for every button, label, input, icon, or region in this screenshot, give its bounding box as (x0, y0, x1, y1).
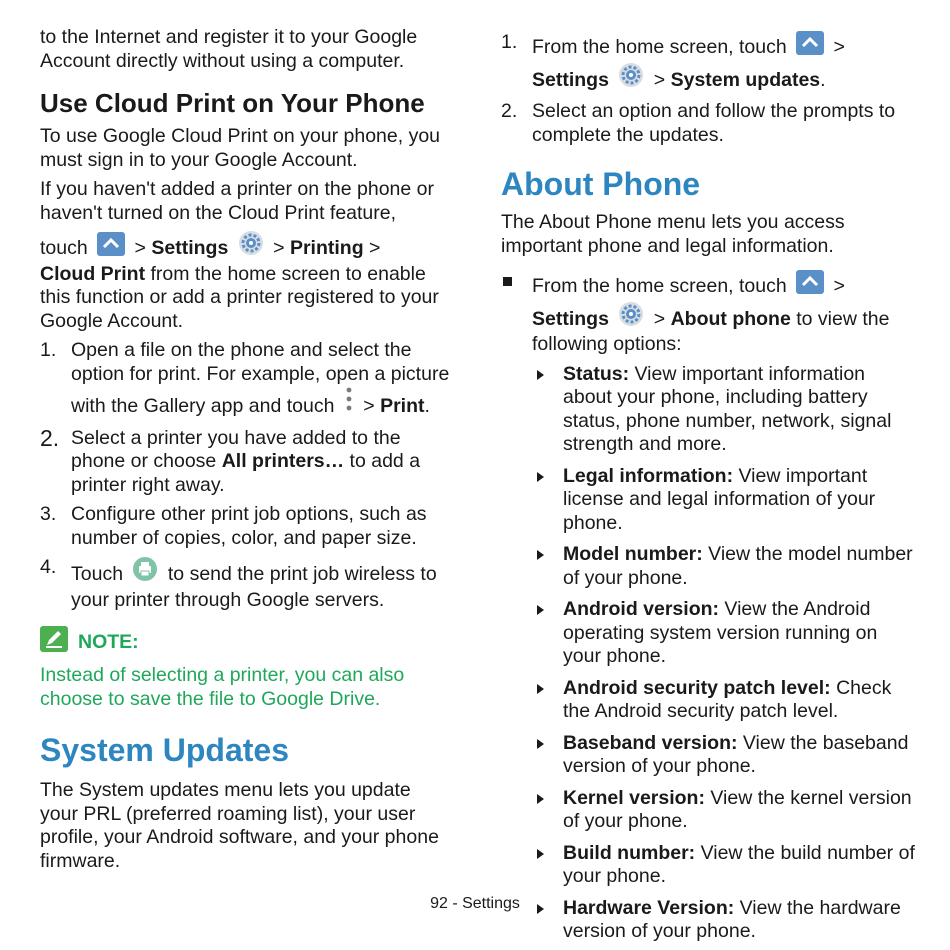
list-item: Build number: View the build number of your phone. (501, 842, 916, 889)
print-icon (132, 556, 158, 589)
pencil-icon (40, 626, 68, 658)
cloud-print-paragraph-2: If you haven't added a printer on the phone or haven't turned on the Cloud Print feature, (40, 178, 435, 224)
list-item: Android security patch level: Check the Android security patch level. (501, 677, 916, 724)
list-item: Android version: View the Android operating system version running on your phone. (501, 598, 916, 669)
more-vert-icon (344, 386, 354, 421)
about-phone-paragraph: The About Phone menu lets you access important phone and legal information. (501, 211, 845, 257)
right-column (501, 26, 916, 944)
system-updates-paragraph: The System updates menu lets you update your PRL (preferred roaming list), your user profile, your Android software, and your phone firmware. (40, 779, 439, 872)
chevron-up-icon (796, 270, 824, 301)
triangle-bullet-icon (537, 370, 544, 380)
gear-icon (238, 230, 264, 263)
triangle-bullet-icon (537, 794, 544, 804)
gear-icon (618, 301, 644, 334)
list-item: 2. Select a printer you have added to the phone or choose All printers… to add a printer right away. (40, 424, 421, 496)
list-item: 1. Open a file on the phone and select the option for print. For example, open a picture with the Gallery app and touch > Print. (40, 339, 450, 421)
list-item: Legal information: View important license and legal information of your phone. (501, 465, 916, 536)
list-item: 4. Touch to send the print job wireless to your printer through Google servers. (40, 556, 437, 611)
cloud-print-heading: Use Cloud Print on Your Phone (40, 88, 425, 118)
cloud-print-paragraph-3: touch > Settings > Printing > Cloud Print from the home screen to enable this function or add a printer registered to your Google Account. (40, 230, 450, 333)
list-item: 2. Select an option and follow the prompts to complete the updates. (501, 100, 896, 146)
triangle-bullet-icon (537, 472, 544, 482)
list-item: Hardware Version: View the hardware version of your phone. (501, 897, 916, 944)
list-item: 1. From the home screen, touch > Settings > System updates. (501, 31, 916, 94)
square-bullet-icon (503, 277, 512, 286)
note-header: NOTE: (40, 626, 450, 658)
system-updates-heading: System Updates (40, 732, 289, 768)
about-phone-heading: About Phone (501, 166, 701, 202)
left-column (40, 26, 450, 873)
about-options-list (501, 363, 916, 944)
list-item: 3. Configure other print job options, such as number of copies, color, and paper size. (40, 503, 427, 549)
triangle-bullet-icon (537, 684, 544, 694)
cloud-print-paragraph-1: To use Google Cloud Print on your phone, you must sign in to your Google Account. (40, 125, 441, 171)
list-item: Status: View important information about your phone, including battery status, phone number, network, signal strength and more. (501, 363, 916, 457)
chevron-up-icon (796, 31, 824, 62)
intro-paragraph: to the Internet and register it to your Google Account directly without using a computer. (40, 26, 418, 72)
chevron-up-icon (97, 232, 125, 263)
triangle-bullet-icon (537, 550, 544, 560)
triangle-bullet-icon (537, 739, 544, 749)
list-item: Baseband version: View the baseband version of your phone. (501, 732, 916, 779)
page-footer: 92 - Settings (430, 895, 520, 912)
note-text: Instead of selecting a printer, you can also choose to save the file to Google Drive. (40, 664, 405, 710)
triangle-bullet-icon (537, 849, 544, 859)
triangle-bullet-icon (537, 605, 544, 615)
list-item: Kernel version: View the kernel version of your phone. (501, 787, 916, 834)
gear-icon (618, 62, 644, 95)
list-item: From the home screen, touch > Settings > About phone to view the following options: (501, 270, 916, 357)
list-item: Model number: View the model number of your phone. (501, 543, 916, 590)
